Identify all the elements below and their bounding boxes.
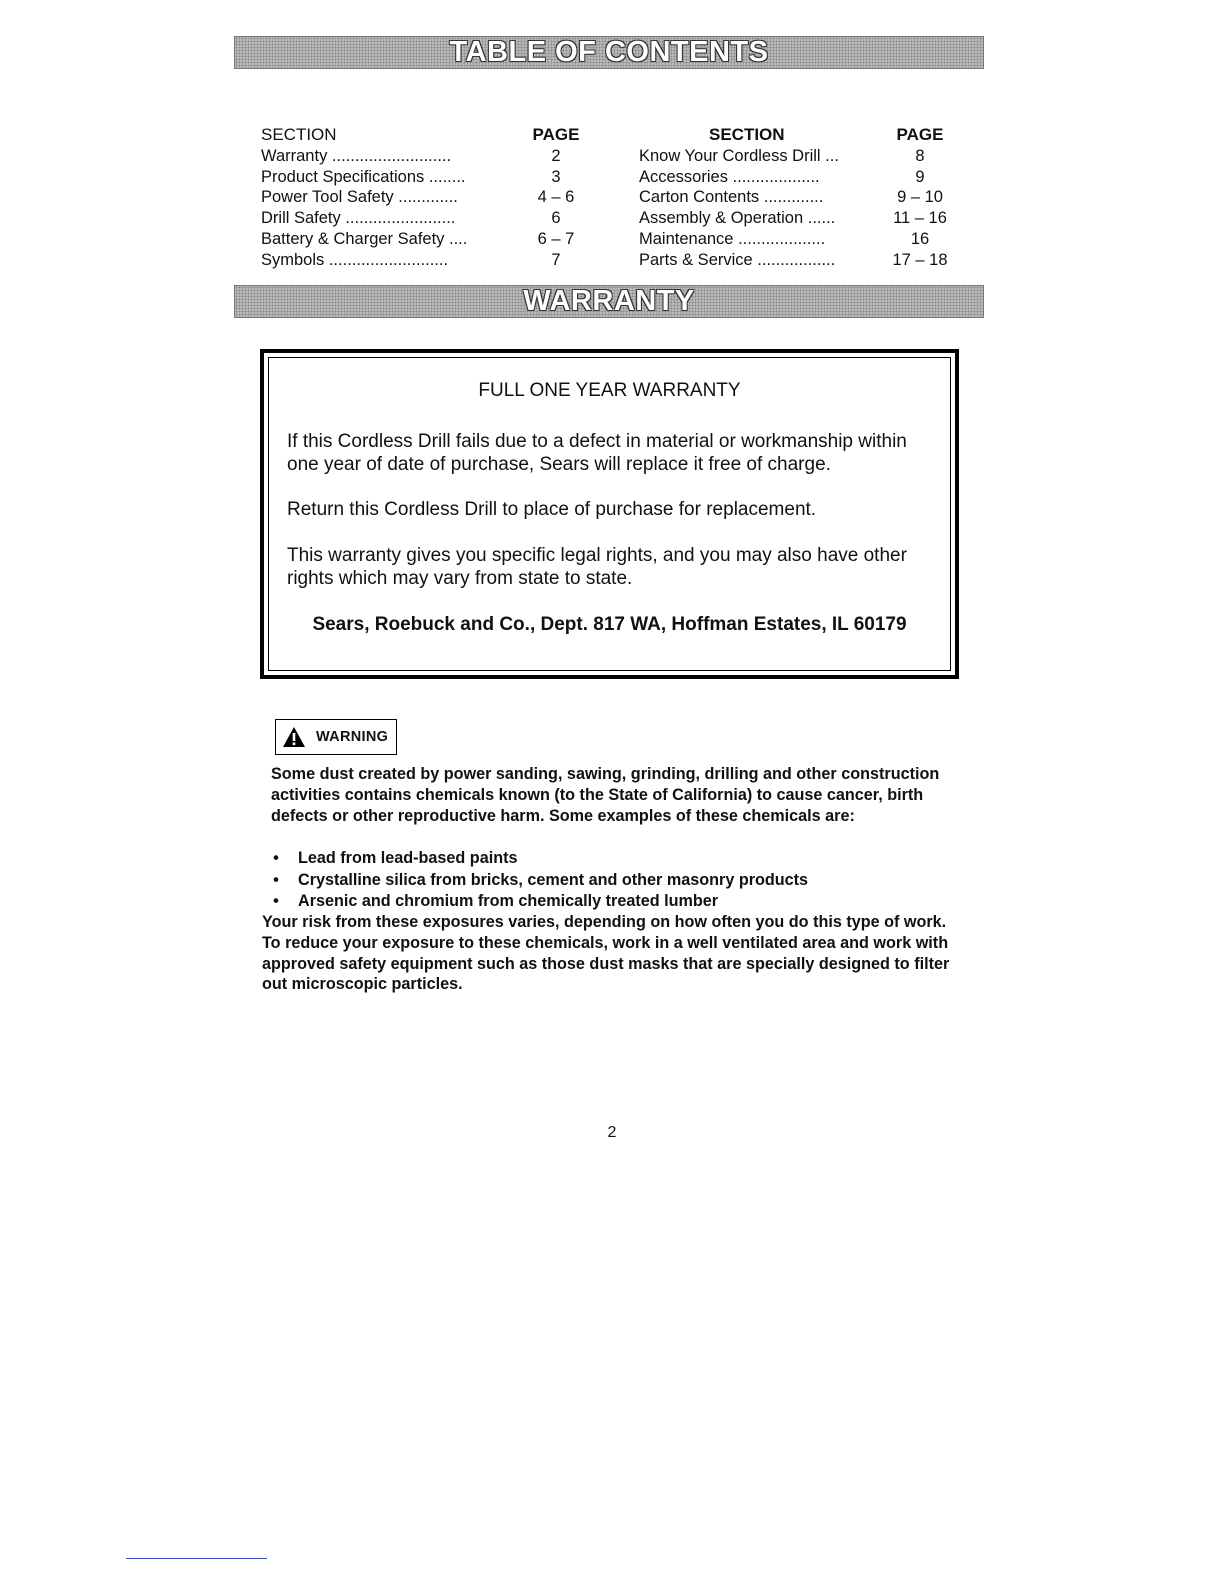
toc-entry-section: Carton Contents ............. [639, 188, 824, 207]
toc-banner [234, 36, 984, 69]
toc-entry-page: 8 [915, 146, 925, 165]
warning-bullet-list [271, 848, 961, 913]
toc-entry [261, 229, 601, 250]
toc-entry-section: Warranty .......................... [261, 146, 452, 165]
toc-entry-page: 6 [551, 209, 561, 228]
toc-entry [639, 208, 969, 229]
toc-banner-title: TABLE OF CONTENTS [449, 36, 769, 68]
toc-entry-page: 3 [551, 167, 561, 186]
toc-entry-page: 7 [551, 250, 561, 269]
toc-entry-page: 16 [910, 229, 930, 248]
list-item [271, 870, 961, 892]
warranty-box [260, 349, 959, 679]
toc-entry-section: Drill Safety ........................ [261, 209, 456, 228]
warranty-paragraph: This warranty gives you specific legal rights, and you may also have other rights which may vary from state to state. [287, 545, 907, 589]
toc-right-page-header: PAGE [896, 125, 944, 144]
warning-triangle-icon [282, 726, 306, 748]
toc-left-column [261, 125, 601, 271]
list-item-text: Lead from lead-based paints [298, 849, 518, 867]
toc-left-header [261, 125, 601, 146]
toc-entry [261, 250, 601, 271]
toc-entry [639, 250, 969, 271]
toc-right-header [639, 125, 969, 146]
toc-entry-section: Maintenance ................... [639, 229, 826, 248]
list-item-text: Arsenic and chromium from chemically treated lumber [298, 892, 719, 910]
toc-left-section-header: SECTION [261, 125, 337, 144]
warranty-address: Sears, Roebuck and Co., Dept. 817 WA, Hoffman Estates, IL 60179 [312, 614, 907, 635]
toc-entry-page: 11 – 16 [893, 209, 947, 228]
toc-entry-section: Battery & Charger Safety .... [261, 229, 468, 248]
toc-entry [639, 146, 969, 167]
list-item-text: Crystalline silica from bricks, cement and other masonry products [298, 870, 809, 889]
toc-entry-page: 4 – 6 [537, 188, 575, 207]
toc-right-column [639, 125, 969, 271]
toc-entry-section: Know Your Cordless Drill ... [639, 146, 839, 165]
footer-rule [126, 1558, 267, 1559]
toc-entry-page: 9 [915, 167, 925, 186]
warranty-paragraph: If this Cordless Drill fails due to a defect in material or workmanship within one year of date of purchase, Sears will replace it free of charge. [287, 431, 907, 475]
warning-badge [275, 719, 397, 755]
warning-intro: Some dust created by power sanding, sawing, grinding, drilling and other construction activities contains chemicals known (to the State of California) to cause cancer, birth defects or other reproductive harm. Some examples of these chemicals are: [271, 765, 940, 825]
toc-entry-section: Assembly & Operation ...... [639, 209, 836, 228]
toc-entry-section: Parts & Service ................. [639, 250, 836, 269]
warranty-banner-title: WARRANTY [523, 285, 695, 317]
toc-right-section-header: SECTION [709, 125, 785, 144]
page-number: 2 [607, 1124, 617, 1141]
warning-label: WARNING [316, 729, 389, 745]
toc-entry-section: Product Specifications ........ [261, 167, 466, 186]
toc-entry-page: 9 – 10 [897, 188, 943, 207]
toc-entry [639, 229, 969, 250]
warranty-paragraph: Return this Cordless Drill to place of purchase for replacement. [287, 499, 817, 520]
bullet-icon: • [273, 870, 279, 889]
toc-entry-section: Symbols .......................... [261, 250, 449, 269]
bullet-icon: • [273, 892, 279, 910]
toc-entry [639, 187, 969, 208]
toc-entry [639, 167, 969, 188]
toc-entry-page: 17 – 18 [892, 250, 948, 269]
toc-entry-section: Power Tool Safety ............. [261, 188, 458, 207]
toc-entry [261, 187, 601, 208]
warranty-banner [234, 285, 984, 318]
warranty-title: FULL ONE YEAR WARRANTY [478, 380, 741, 401]
list-item [271, 891, 961, 913]
toc-left-page-header: PAGE [532, 125, 580, 144]
warning-outro: Your risk from these exposures varies, depending on how often you do this type of work. To reduce your exposure to these chemicals, work in a well ventilated area and work with approved safety equipment such as those dust masks that are specially designed to filter out microscopic particles. [262, 913, 950, 994]
toc-entry-page: 2 [551, 146, 561, 165]
toc-entry-section: Accessories ................... [639, 167, 820, 186]
toc-entry [261, 208, 601, 229]
list-item [271, 848, 961, 870]
toc-entry [261, 146, 601, 167]
toc-entry [261, 167, 601, 188]
warranty-inner-frame [268, 357, 951, 671]
toc-entry-page: 6 – 7 [537, 229, 575, 248]
bullet-icon: • [273, 849, 279, 867]
